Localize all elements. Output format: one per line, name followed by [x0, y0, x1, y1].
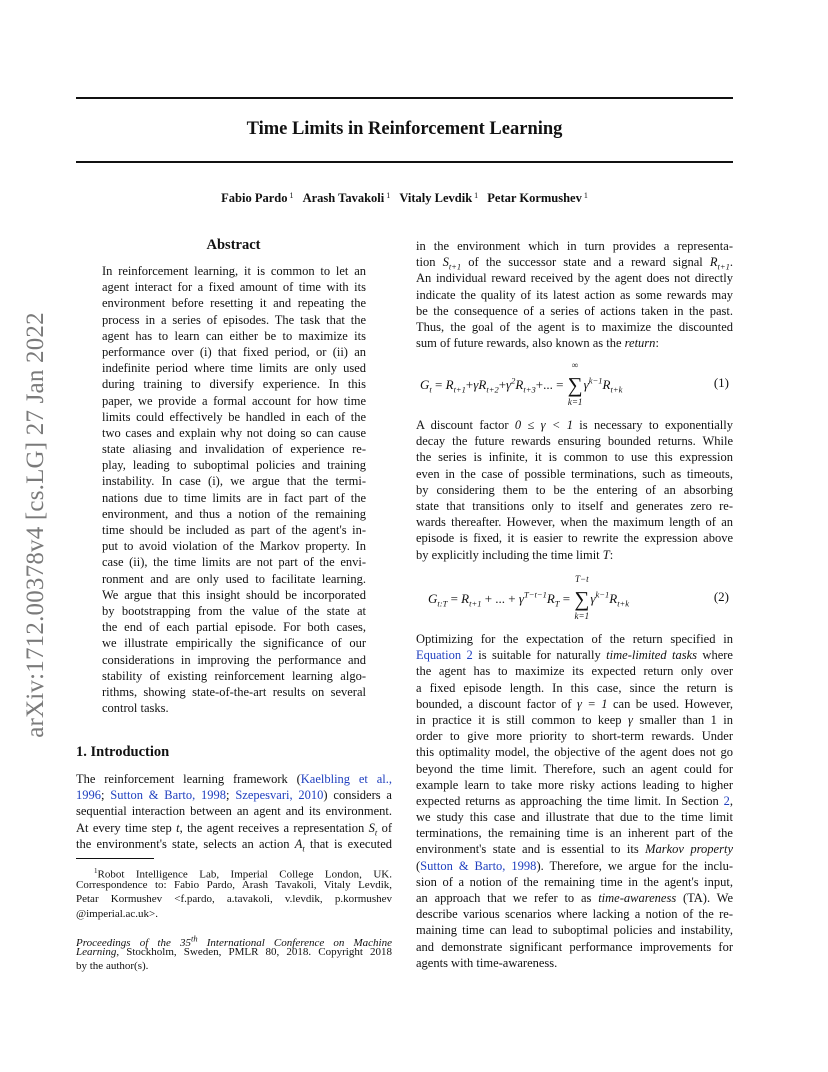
text-line: considerations in improving the performance and — [102, 652, 366, 667]
text-line: A discount factor 0 ≤ γ < 1 is necessary to exponentially — [416, 418, 733, 432]
text-line: describe various scenarios where lacking a notion of the re- — [416, 907, 733, 922]
text-line: in the environment which in turn provides a representa- — [416, 239, 733, 253]
arxiv-id: arXiv:1712.00378v4 [cs.LG] 27 Jan 2022 — [22, 311, 49, 738]
text-line: put to avoid violation of the Markov property. In — [102, 539, 366, 554]
text-line: At every time step t, the agent receives a representation $S_t$ of — [76, 820, 392, 838]
text-line: ronment and are only used to facilitate learning. — [102, 571, 366, 586]
equation-number: (1) — [713, 375, 729, 390]
text-line: the series is infinite, it is common to use this expression — [416, 450, 733, 465]
text-line: the end of each partial episode. For both cases, — [102, 620, 366, 635]
text-line: even in the case of possible terminations, such as timeouts, — [416, 466, 733, 481]
text-line: Optimizing for the expectation of the return specified in — [416, 632, 733, 646]
citation-link[interactable]: Szepesvari, 2010 — [235, 788, 324, 803]
author: Petar Kormushev $^1$ — [487, 191, 588, 205]
equation-1: $G_t = R_{t+1}+\gamma R_{t+2}+\gamma^2R_{t+3}+$... = ∑ ∞ k=1 $\gamma^{k-1}R_{t+k}$ (1) — [420, 360, 729, 407]
abstract-body — [102, 263, 366, 716]
text-line: (Sutton & Barto, 1998). Therefore, we argue for the inclu- — [416, 858, 733, 873]
text-line: indicate the quality of its latest action as some rewards may — [416, 287, 733, 302]
text-line: expected returns as approaching the time limit. In Section 2, — [416, 793, 733, 808]
text-line: tion $S_{t+1}$ of the successor state and a reward signal $R_{t+1}$. — [416, 255, 733, 272]
text-line: nations due to time limits are in fact part of the — [102, 490, 366, 505]
text-line: during training to diversify experience. In this — [102, 377, 366, 392]
text-line: Learning, Stockholm, Sweden, PMLR 80, 2018. Copyright 2018 — [76, 946, 392, 959]
text-line: sum of future rewards, also known as the return: — [416, 336, 659, 351]
equation-number: (2) — [713, 589, 729, 604]
text-line: maining time can lead to suboptimal policies and instability, — [416, 923, 733, 938]
text-line: by considering them to be the entering of an absorbing — [416, 482, 733, 497]
text-line: sequential interaction between an agent and its environment. — [76, 804, 392, 819]
footnote-rule — [76, 858, 154, 859]
equation-2: $G_{t:T} = R_{t+1}$ + ... + $\gamma^{T-t-1}R_T$ = ∑ T−t k=1 $\gamma^{k-1}R_{t+k}$ (2) — [428, 574, 729, 621]
text-line: we illustrate empirically the significance of our — [102, 636, 366, 651]
text-line: the environment's state, selects an action $A_t$ that is executed — [76, 836, 393, 854]
text-line: example learn to take more risky actions leading to higher — [416, 777, 733, 792]
paper-title: Time Limits in Reinforcement Learning — [246, 119, 563, 139]
proceedings-note — [76, 931, 392, 974]
author: Arash Tavakoli $^1$ — [302, 191, 391, 205]
right-paragraph-2 — [416, 417, 733, 563]
abstract-heading: Abstract — [206, 237, 261, 253]
text-line: by explicitly including the time limit T: — [416, 547, 614, 562]
text-line: state aliasing and invalidation of experience re- — [102, 442, 366, 457]
section-link[interactable]: 2 — [723, 793, 730, 808]
introduction-body — [76, 771, 392, 852]
text-line: instability. In case (i), we argue that the termi- — [102, 474, 366, 489]
author-list — [76, 191, 733, 206]
citation-link[interactable]: Sutton & Barto, 1998 — [420, 858, 537, 873]
text-line: we study this case and illustrate that due to the time limit — [416, 810, 733, 825]
citation-link[interactable]: 1996 — [76, 788, 101, 803]
footnote — [76, 864, 392, 921]
author: Vitaly Levdik $^1$ — [399, 191, 479, 205]
author: Fabio Pardo $^1$ — [221, 191, 294, 205]
text-line: Thus, the goal of the agent is to maximize the discounted — [416, 319, 733, 334]
text-line: in practice it is still common to keep γ smaller than 1 in — [416, 712, 733, 727]
text-line: by the author(s). — [76, 960, 149, 973]
text-line: paper, we provide a formal account for how time — [102, 393, 366, 408]
citation-link[interactable]: Kaelbling et al., — [300, 772, 392, 786]
text-line: time should be included as part of the agent's in- — [102, 523, 366, 537]
text-line: 1996; Sutton & Barto, 1998; Szepesvari, 2010) considers a — [76, 788, 392, 803]
text-line: an approach that we refer to as time-awareness (TA). We — [416, 891, 733, 905]
text-line: Correspondence to: Fabio Pardo, Arash Tavakoli, Vitaly Levdik, — [76, 879, 392, 892]
text-line: agent interact for a fixed amount of time with its — [102, 280, 366, 295]
text-line: agent has to learn can either be to maximize its — [102, 328, 366, 343]
text-line: The reinforcement learning framework (Kaelbling et al., — [76, 772, 392, 786]
text-line: An individual reward received by the agent does not directly — [416, 271, 733, 286]
text-line: environment, and thus a notion of the remaining — [102, 506, 366, 521]
equation-link[interactable]: Equation 2 — [416, 648, 473, 663]
section-heading-introduction: 1. Introduction — [76, 744, 170, 760]
text-line: episode is fixed, it is easier to rewrite the expression above — [416, 531, 733, 546]
text-line: by bootstrapping from the value of the state at — [102, 603, 366, 618]
text-line: In reinforcement learning, it is common to let an — [102, 264, 366, 278]
citation-link[interactable]: Sutton & Barto, 1998 — [110, 788, 227, 803]
text-line: @imperial.ac.uk>. — [76, 907, 159, 920]
text-line: order to give more priority to short-term rewards. Under — [416, 729, 733, 744]
text-line: control tasks. — [102, 701, 169, 716]
text-line: Proceedings of the 35th International Conference on Machine — [76, 933, 392, 949]
text-line: decay the future rewards ensuring bounded returns. While — [416, 434, 733, 449]
text-line: indefinite period where time limits are only used — [102, 361, 366, 376]
text-line: this optimality model, the objective of the agent does not go — [416, 745, 733, 760]
text-line: $^1$Robot Intelligence Lab, Imperial College London, UK. — [94, 867, 392, 881]
text-line: process in a series of episodes. The task that the — [102, 312, 366, 327]
text-line: beyond the time limit. Therefore, such an agent could for — [416, 761, 733, 776]
text-line: performance over (i) that fixed period, or (ii) an — [102, 344, 366, 359]
text-line: Equation 2 is suitable for naturally time-limited tasks where — [416, 648, 733, 663]
text-line: agents with time-awareness. — [416, 955, 558, 970]
text-line: environment's state and is essential to its Markov property — [416, 842, 733, 857]
text-line: the agent has to maximize its expected return only over — [416, 664, 733, 679]
text-line: environment before resetting it and repeating the — [102, 296, 366, 311]
text-line: terminations, the remaining time is an inherent part of the — [416, 826, 733, 841]
text-line: limits could effectively be handled in each of the — [102, 409, 366, 424]
text-line: sion of a notion of the remaining time in the agent's input, — [416, 874, 733, 889]
text-line: a fixed episode length. In this case, since the return is — [416, 680, 733, 695]
right-paragraph-1 — [416, 238, 733, 351]
text-line: state that transitions only to itself and generates zero re- — [416, 498, 733, 513]
text-line: case (ii), the time limits are not part of the envi- — [102, 555, 366, 570]
arxiv-watermark — [16, 292, 56, 757]
title-top-rule — [76, 97, 733, 99]
text-line: Petar Kormushev <f.pardo, a.tavakoli, v.levdik, p.kormushev — [76, 893, 392, 906]
right-paragraph-3 — [416, 631, 733, 971]
text-line: stability of existing reinforcement learning algo- — [102, 668, 366, 683]
text-line: bounded, a discount factor of γ = 1 can be used. However, — [416, 696, 733, 711]
text-line: play, leading to suboptimal policies and training — [102, 458, 366, 473]
text-line: rithms, showing state-of-the-art results on several — [102, 684, 366, 699]
title-bottom-rule — [76, 161, 733, 163]
text-line: wards thereafter. However, when the maximum length of an — [416, 515, 733, 530]
text-line: We argue that this insight should be incorporated — [102, 587, 366, 602]
text-line: be the consequence of a series of actions taken in the past. — [416, 303, 733, 318]
text-line: and demonstrate significant performance improvements for — [416, 939, 733, 954]
text-line: two cases and explain why not doing so can cause — [102, 425, 366, 440]
